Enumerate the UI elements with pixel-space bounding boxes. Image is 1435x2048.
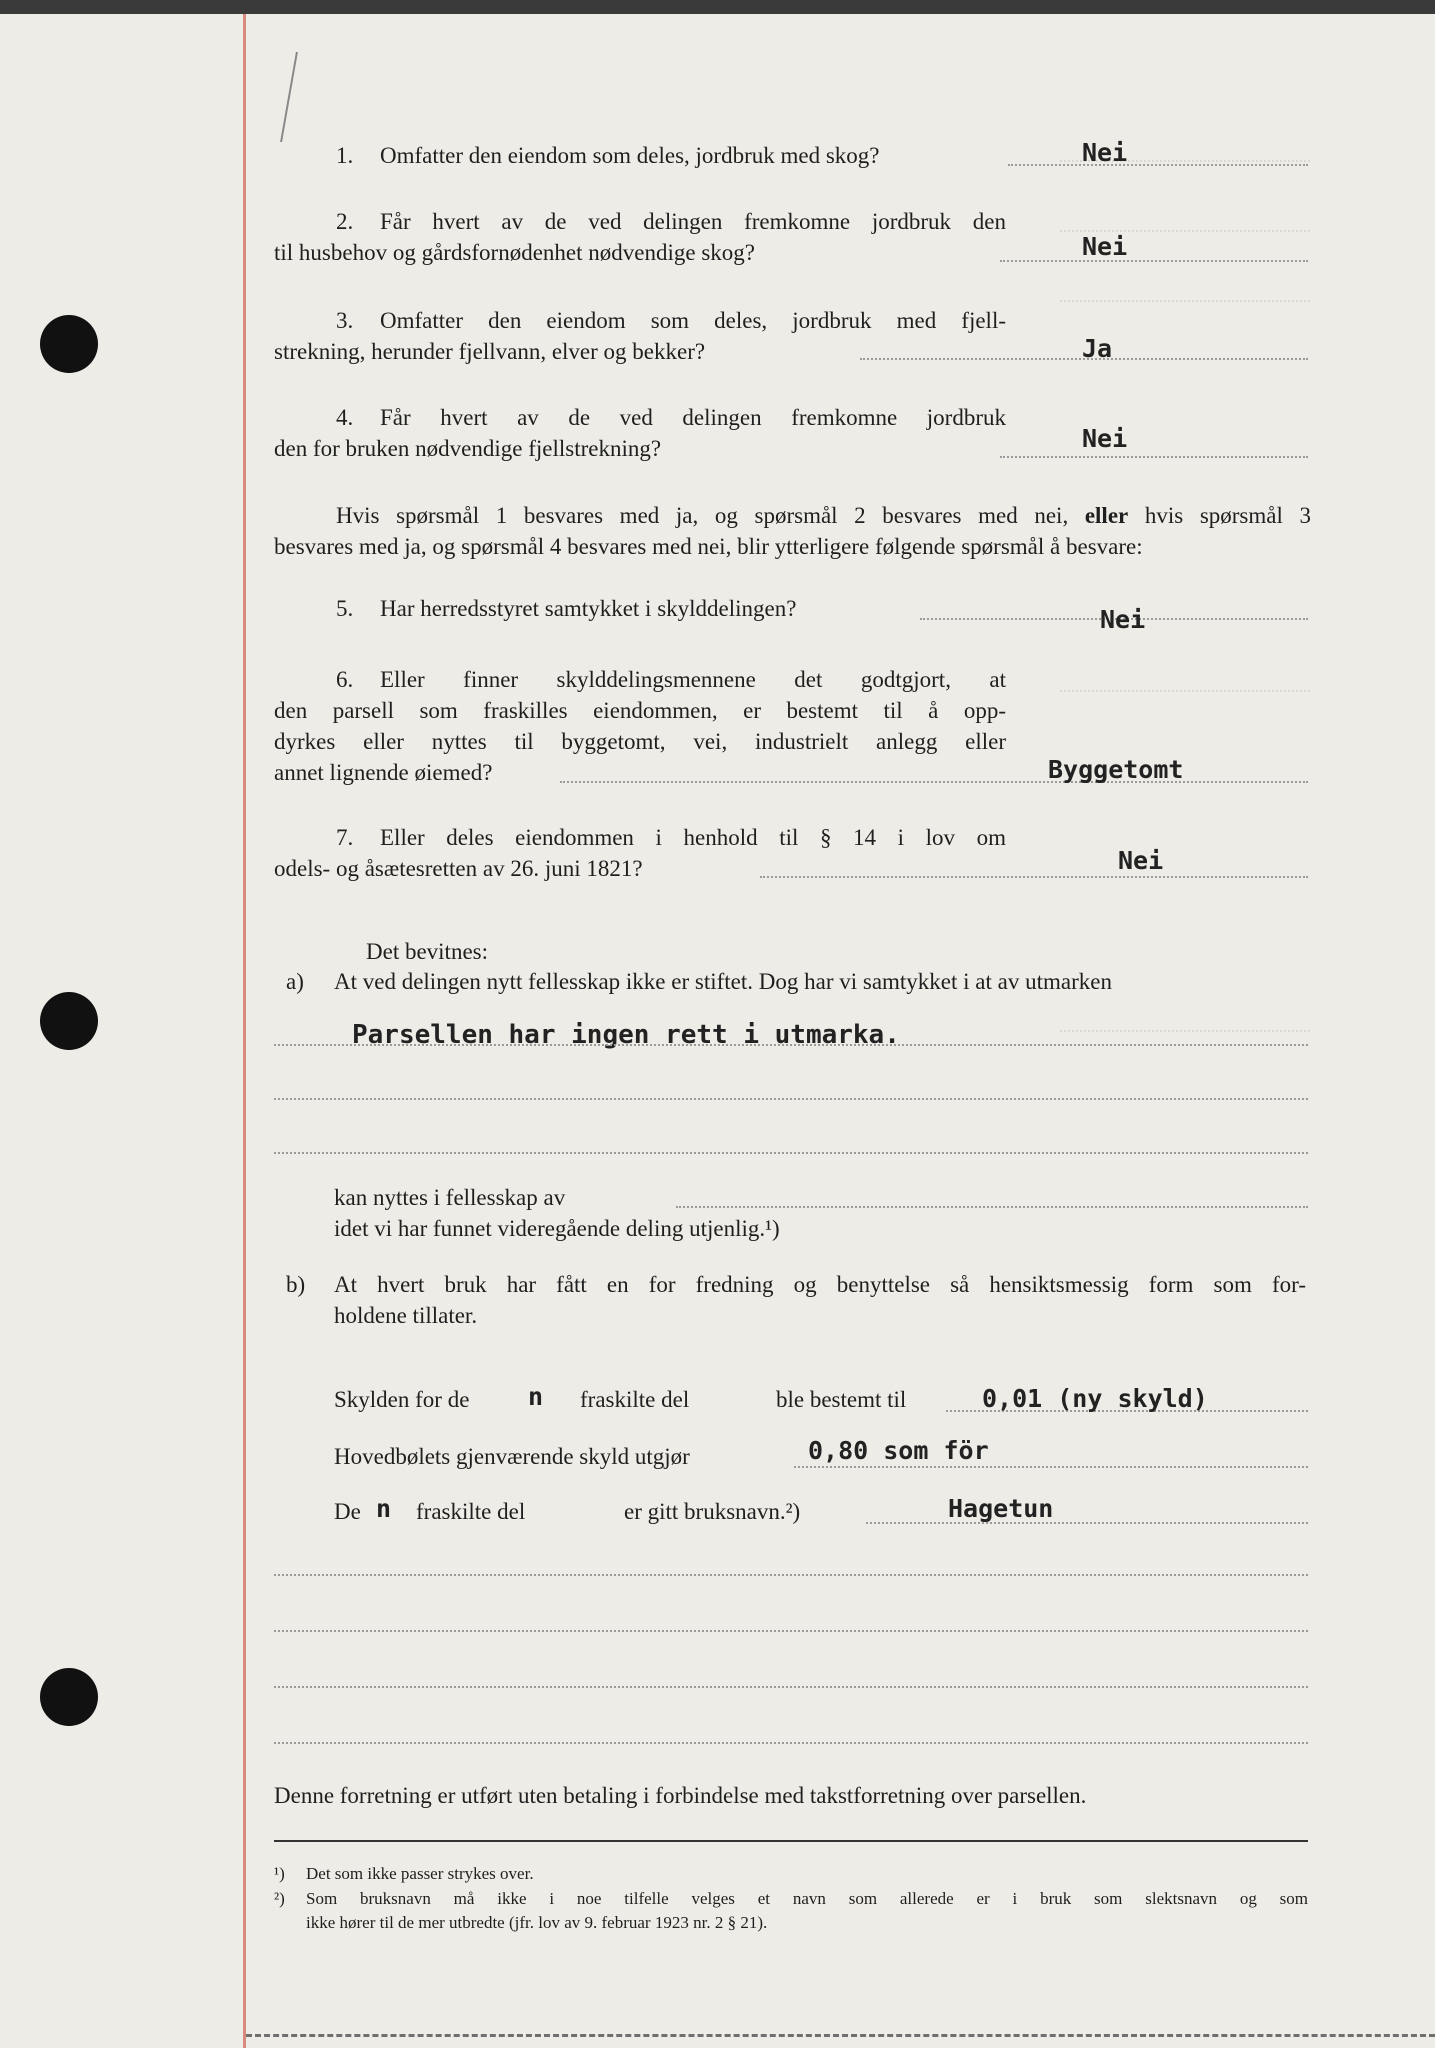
question-text: odels- og åsætesretten av 26. juni 1821? bbox=[274, 856, 643, 881]
answer-value: Byggetomt bbox=[1048, 755, 1184, 784]
closing-statement: Denne forretning er utført uten betaling i forbindelse med takstforretning over parsellen. bbox=[274, 1783, 1087, 1808]
answer-value: Nei bbox=[1118, 846, 1164, 875]
assessment-label: er gitt bruksnavn.²) bbox=[624, 1499, 801, 1524]
fill-line bbox=[274, 1630, 1308, 1632]
question-text: Omfatter den eiendom som deles, jordbruk med fjell- bbox=[380, 308, 1006, 333]
assessment-label: ble bestemt til bbox=[776, 1387, 907, 1412]
question-text: Eller deles eiendommen i henhold til § 14 i lov om bbox=[380, 825, 1006, 850]
assessment-label: fraskilte del bbox=[580, 1387, 690, 1412]
assessment-label: fraskilte del bbox=[416, 1499, 526, 1524]
answer-line bbox=[560, 781, 1308, 783]
bottom-edge bbox=[246, 2034, 1435, 2045]
question-text: Får hvert av de ved delingen fremkomne jordbruk den bbox=[380, 209, 1006, 234]
punch-hole-icon bbox=[40, 315, 98, 373]
question-number: 3. bbox=[336, 308, 354, 333]
question-text: Har herredsstyret samtykket i skylddelingen? bbox=[380, 596, 797, 621]
common-use-text: kan nyttes i fellesskap av bbox=[334, 1185, 566, 1210]
question-number: 5. bbox=[336, 596, 354, 621]
answer-line bbox=[760, 876, 1308, 878]
item-label: b) bbox=[286, 1272, 306, 1297]
footnote-text: Som bruksnavn må ikke i noe tilfelle velges et navn som allerede er i bruk som slektsnavn og som bbox=[306, 1889, 1308, 1908]
answer-line bbox=[1008, 164, 1308, 166]
question-text: annet lignende øiemed? bbox=[274, 760, 493, 785]
fill-line bbox=[274, 1098, 1308, 1100]
assessment-label: De bbox=[334, 1499, 361, 1524]
attestation-text: holdene tillater. bbox=[334, 1303, 478, 1328]
typed-entry: n bbox=[376, 1494, 392, 1523]
conditional-text: hvis spørsmål 3 bbox=[1144, 503, 1311, 528]
conditional-line bbox=[336, 500, 1311, 531]
fill-line bbox=[676, 1206, 1308, 1208]
assessment-label: Hovedbølets gjenværende skyld utgjør bbox=[334, 1444, 690, 1469]
page-top-edge bbox=[0, 0, 1435, 14]
answer-value: Ja bbox=[1082, 334, 1113, 363]
question-text: Får hvert av de ved delingen fremkomne jordbruk bbox=[380, 405, 1006, 430]
question-text: den parsell som fraskilles eiendommen, er bestemt til å opp- bbox=[274, 698, 1006, 723]
answer-value: Nei bbox=[1082, 232, 1128, 261]
punch-hole-icon bbox=[40, 992, 98, 1050]
answer-line bbox=[1000, 456, 1308, 458]
attestation-heading: Det bevitnes: bbox=[366, 939, 488, 964]
fill-line bbox=[274, 1044, 1308, 1046]
pencil-mark bbox=[280, 52, 310, 142]
question-number: 4. bbox=[336, 405, 354, 430]
footnote-text: Det som ikke passer strykes over. bbox=[306, 1864, 534, 1883]
fill-line bbox=[794, 1466, 1308, 1468]
typed-entry: n bbox=[528, 1382, 544, 1411]
question-text: strekning, herunder fjellvann, elver og bekker? bbox=[274, 339, 706, 364]
typed-entry: Hagetun bbox=[948, 1494, 1054, 1523]
fill-line bbox=[866, 1522, 1308, 1524]
typed-entry: 0,80 som för bbox=[808, 1436, 989, 1465]
question-text: den for bruken nødvendige fjellstrekning? bbox=[274, 436, 662, 461]
margin-line bbox=[243, 14, 246, 2048]
fill-line bbox=[274, 1742, 1308, 1744]
footnote-marker: ¹) bbox=[274, 1864, 285, 1883]
assessment-label: Skylden for de bbox=[334, 1387, 470, 1412]
question-number: 6. bbox=[336, 667, 354, 692]
punch-hole-icon bbox=[40, 1668, 98, 1726]
fill-line bbox=[274, 1686, 1308, 1688]
conditional-text: Hvis spørsmål 1 besvares med ja, og spørsmål 2 besvares med nei, bbox=[336, 503, 1069, 528]
attestation-text: At ved delingen nytt fellesskap ikke er stiftet. Dog har vi samtykket i at av utmarken bbox=[334, 969, 1112, 994]
footnote-text: ikke hører til de mer utbredte (jfr. lov av 9. februar 1923 nr. 2 § 21). bbox=[306, 1913, 768, 1932]
conditional-bold: eller bbox=[1084, 503, 1129, 528]
fill-line bbox=[274, 1574, 1308, 1576]
common-use-text: idet vi har funnet videregående deling utjenlig.¹) bbox=[334, 1216, 780, 1241]
item-label: a) bbox=[286, 969, 304, 994]
question-number: 7. bbox=[336, 825, 354, 850]
answer-value: Nei bbox=[1100, 605, 1146, 634]
footnote-marker: ²) bbox=[274, 1889, 285, 1908]
answer-line bbox=[1000, 260, 1308, 262]
fill-line bbox=[274, 1152, 1308, 1154]
footnote-divider bbox=[274, 1840, 1308, 1842]
question-number: 2. bbox=[336, 209, 354, 234]
question-text: dyrkes eller nyttes til byggetomt, vei, industrielt anlegg eller bbox=[274, 729, 1006, 754]
answer-value: Nei bbox=[1082, 424, 1128, 453]
question-number: 1. bbox=[336, 143, 354, 168]
typed-entry: 0,01 (ny skyld) bbox=[982, 1384, 1208, 1413]
typed-entry: Parsellen har ingen rett i utmarka. bbox=[352, 1020, 900, 1050]
question-text: Omfatter den eiendom som deles, jordbruk med skog? bbox=[380, 143, 880, 168]
conditional-line: besvares med ja, og spørsmål 4 besvares med nei, blir ytterligere følgende spørsmål å besvare: bbox=[274, 534, 1143, 559]
question-text: til husbehov og gårdsfornødenhet nødvendige skog? bbox=[274, 240, 755, 265]
attestation-text: At hvert bruk har fått en for fredning og benyttelse så hensiktsmessig form som for- bbox=[334, 1272, 1306, 1297]
answer-value: Nei bbox=[1082, 138, 1128, 167]
question-text: Eller finner skylddelingsmennene det godtgjort, at bbox=[380, 667, 1006, 692]
